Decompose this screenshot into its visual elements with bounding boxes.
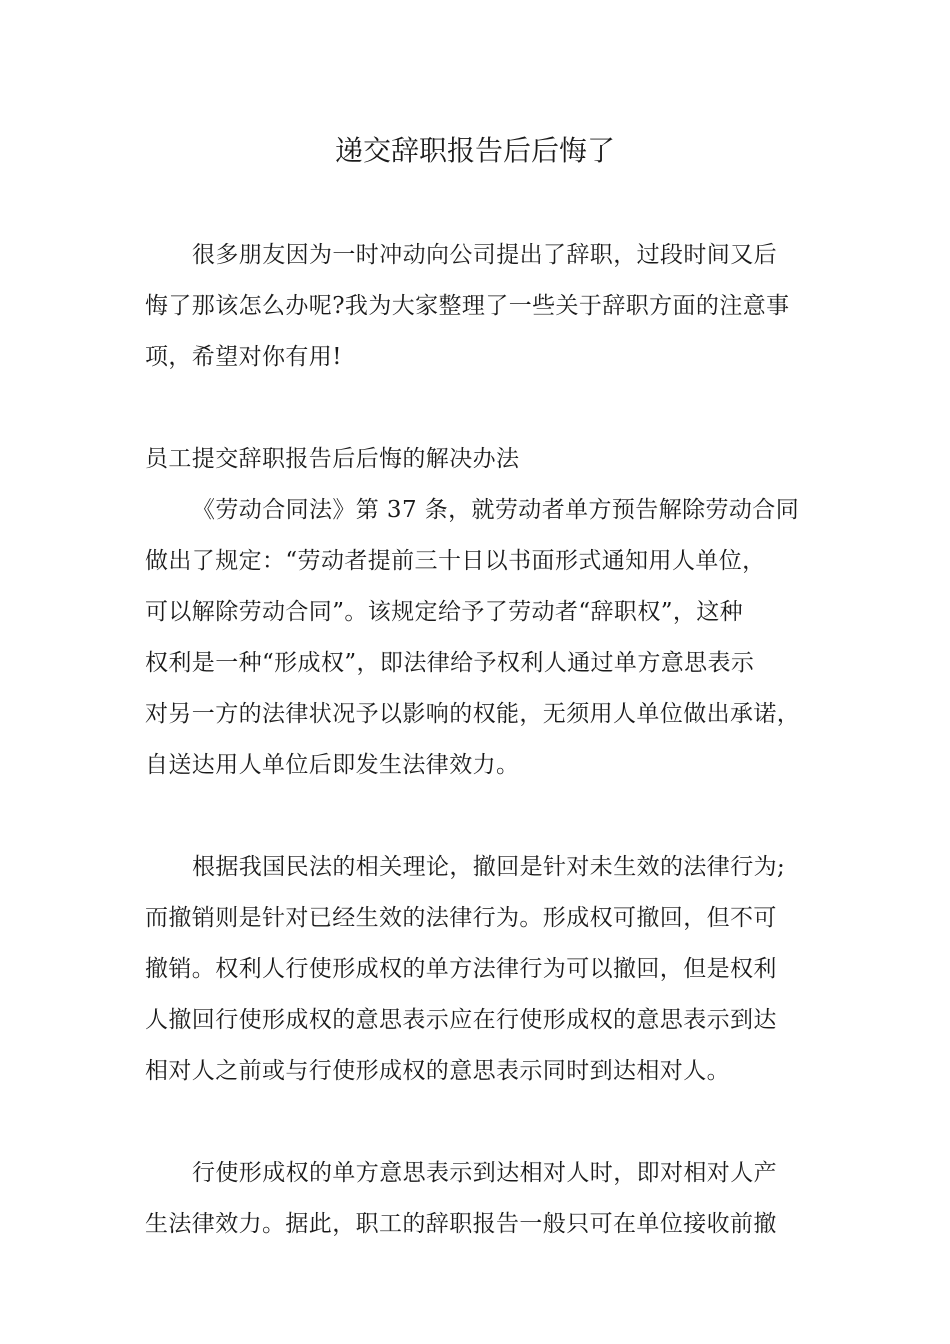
text-line: 项，希望对你有用! bbox=[145, 344, 342, 370]
document-title: 递交辞职报告后后悔了 bbox=[334, 134, 615, 167]
text-line: 对另一方的法律状况予以影响的权能，无须用人单位做出承诺， bbox=[145, 701, 801, 727]
text-line: 做出了规定：“劳动者提前三十日以书面形式通知用人单位， bbox=[145, 548, 766, 574]
text-line: 行使形成权的单方意思表示到达相对人时，即对相对人产 bbox=[192, 1160, 777, 1186]
text-line: 人撤回行使形成权的意思表示应在行使形成权的意思表示到达 bbox=[145, 1007, 777, 1033]
paragraph-gap bbox=[145, 383, 810, 434]
document-body bbox=[145, 230, 810, 1250]
text-line: 自送达用人单位后即发生法律效力。 bbox=[145, 752, 520, 778]
paragraph-gap bbox=[145, 1097, 810, 1148]
text-line: 根据我国民法的相关理论，撤回是针对未生效的法律行为; bbox=[192, 854, 786, 880]
text-line: 悔了那该怎么办呢?我为大家整理了一些关于辞职方面的注意事 bbox=[145, 293, 790, 319]
text-line: 生法律效力。据此，职工的辞职报告一般只可在单位接收前撤 bbox=[145, 1211, 777, 1237]
text-line: 权利是一种“形成权”，即法律给予权利人通过单方意思表示 bbox=[145, 650, 755, 676]
paragraph-gap bbox=[145, 791, 810, 842]
text-line: 而撤销则是针对已经生效的法律行为。形成权可撤回，但不可 bbox=[145, 905, 777, 931]
text-line: 很多朋友因为一时冲动向公司提出了辞职，过段时间又后 bbox=[192, 242, 777, 268]
text-line: 《劳动合同法》第 37 条，就劳动者单方预告解除劳动合同 bbox=[192, 497, 800, 523]
text-line: 可以解除劳动合同”。该规定给予了劳动者“辞职权”，这种 bbox=[145, 599, 744, 625]
text-line: 相对人之前或与行使形成权的意思表示同时到达相对人。 bbox=[145, 1058, 730, 1084]
section-heading: 员工提交辞职报告后后悔的解决办法 bbox=[145, 446, 520, 472]
text-line: 撤销。权利人行使形成权的单方法律行为可以撤回，但是权利 bbox=[145, 956, 777, 982]
